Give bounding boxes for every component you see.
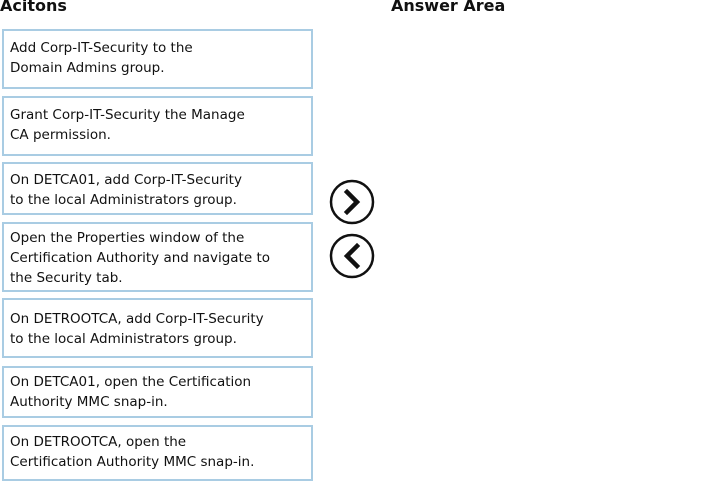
action-item[interactable]: Open the Properties window of the Certification Authority and navigate to the Security tab. <box>2 222 313 292</box>
answer-area-heading: Answer Area <box>391 0 506 15</box>
action-item[interactable]: On DETCA01, open the Certification Authority MMC snap-in. <box>2 366 313 418</box>
action-item[interactable]: On DETROOTCA, add Corp-IT-Security to the local Administrators group. <box>2 298 313 358</box>
answer-area-dropzone[interactable] <box>391 20 709 481</box>
actions-heading: Acitons <box>0 0 67 15</box>
chevron-right-icon <box>328 178 376 226</box>
move-left-button[interactable] <box>328 232 376 280</box>
action-item[interactable]: Add Corp-IT-Security to the Domain Admins group. <box>2 29 313 89</box>
action-item[interactable]: On DETROOTCA, open the Certification Authority MMC snap-in. <box>2 425 313 481</box>
move-right-button[interactable] <box>328 178 376 226</box>
action-item[interactable]: Grant Corp-IT-Security the Manage CA permission. <box>2 96 313 156</box>
chevron-left-icon <box>328 232 376 280</box>
action-item[interactable]: On DETCA01, add Corp-IT-Security to the local Administrators group. <box>2 162 313 215</box>
